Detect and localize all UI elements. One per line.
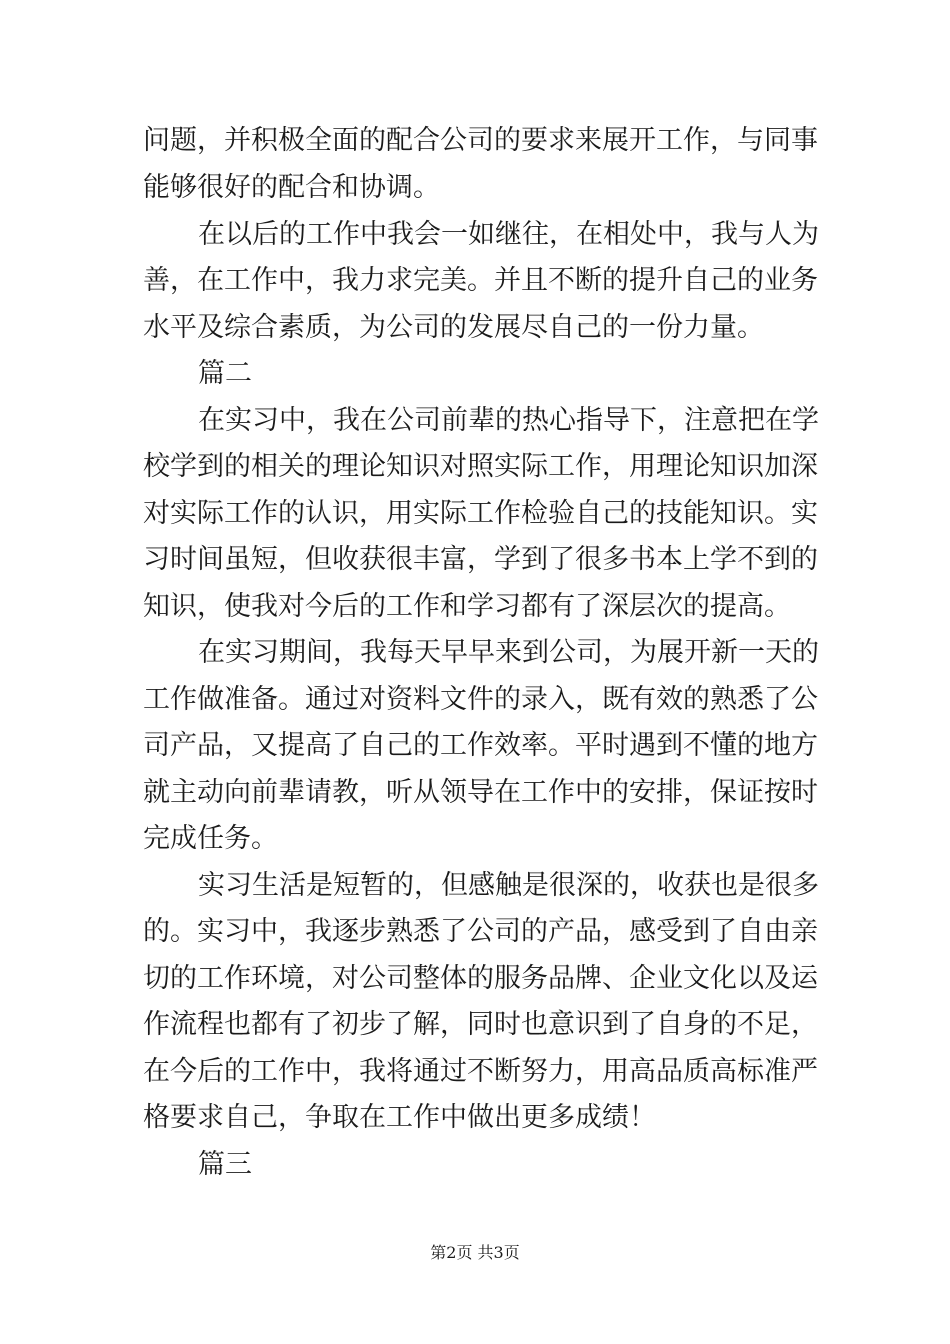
- text-line: 善，在工作中，我力求完美。并且不断的提升自己的业务: [143, 265, 818, 296]
- text-line: 就主动向前辈请教，听从领导在工作中的安排，保证按时: [143, 777, 818, 808]
- text-line: 的。实习中，我逐步熟悉了公司的产品，感受到了自由亲: [143, 916, 818, 947]
- text-line: 切的工作环境，对公司整体的服务品牌、企业文化以及运: [143, 963, 818, 994]
- section-heading: 篇三: [198, 1149, 252, 1180]
- text-line: 在以后的工作中我会一如继往，在相处中，我与人为: [198, 219, 819, 250]
- text-line: 司产品，又提高了自己的工作效率。平时遇到不懂的地方: [143, 730, 818, 761]
- page-number-footer: 第2页 共3页: [430, 1243, 520, 1262]
- text-line: 实习生活是短暂的，但感触是很深的，收获也是很多: [198, 870, 819, 901]
- text-line: 问题，并积极全面的配合公司的要求来展开工作，与同事: [143, 125, 818, 156]
- section-heading: 篇二: [198, 358, 252, 389]
- text-line: 工作做准备。通过对资料文件的录入，既有效的熟悉了公: [143, 684, 818, 715]
- text-line: 在实习中，我在公司前辈的热心指导下，注意把在学: [198, 405, 819, 436]
- text-line: 能够很好的配合和协调。: [143, 172, 440, 203]
- text-line: 在今后的工作中，我将通过不断努力，用高品质高标准严: [143, 1056, 818, 1087]
- text-line: 对实际工作的认识，用实际工作检验自己的技能知识。实: [143, 498, 818, 529]
- text-line: 知识，使我对今后的工作和学习都有了深层次的提高。: [143, 591, 791, 622]
- text-line: 校学到的相关的理论知识对照实际工作，用理论知识加深: [143, 451, 818, 482]
- text-line: 水平及综合素质，为公司的发展尽自己的一份力量。: [143, 312, 764, 343]
- text-line: 格要求自己，争取在工作中做出更多成绩！: [143, 1102, 656, 1133]
- text-line: 完成任务。: [143, 823, 278, 854]
- text-line: 作流程也都有了初步了解，同时也意识到了自身的不足，: [143, 1009, 818, 1040]
- text-line: 习时间虽短，但收获很丰富，学到了很多书本上学不到的: [143, 544, 818, 575]
- text-line: 在实习期间，我每天早早来到公司，为展开新一天的: [198, 637, 819, 668]
